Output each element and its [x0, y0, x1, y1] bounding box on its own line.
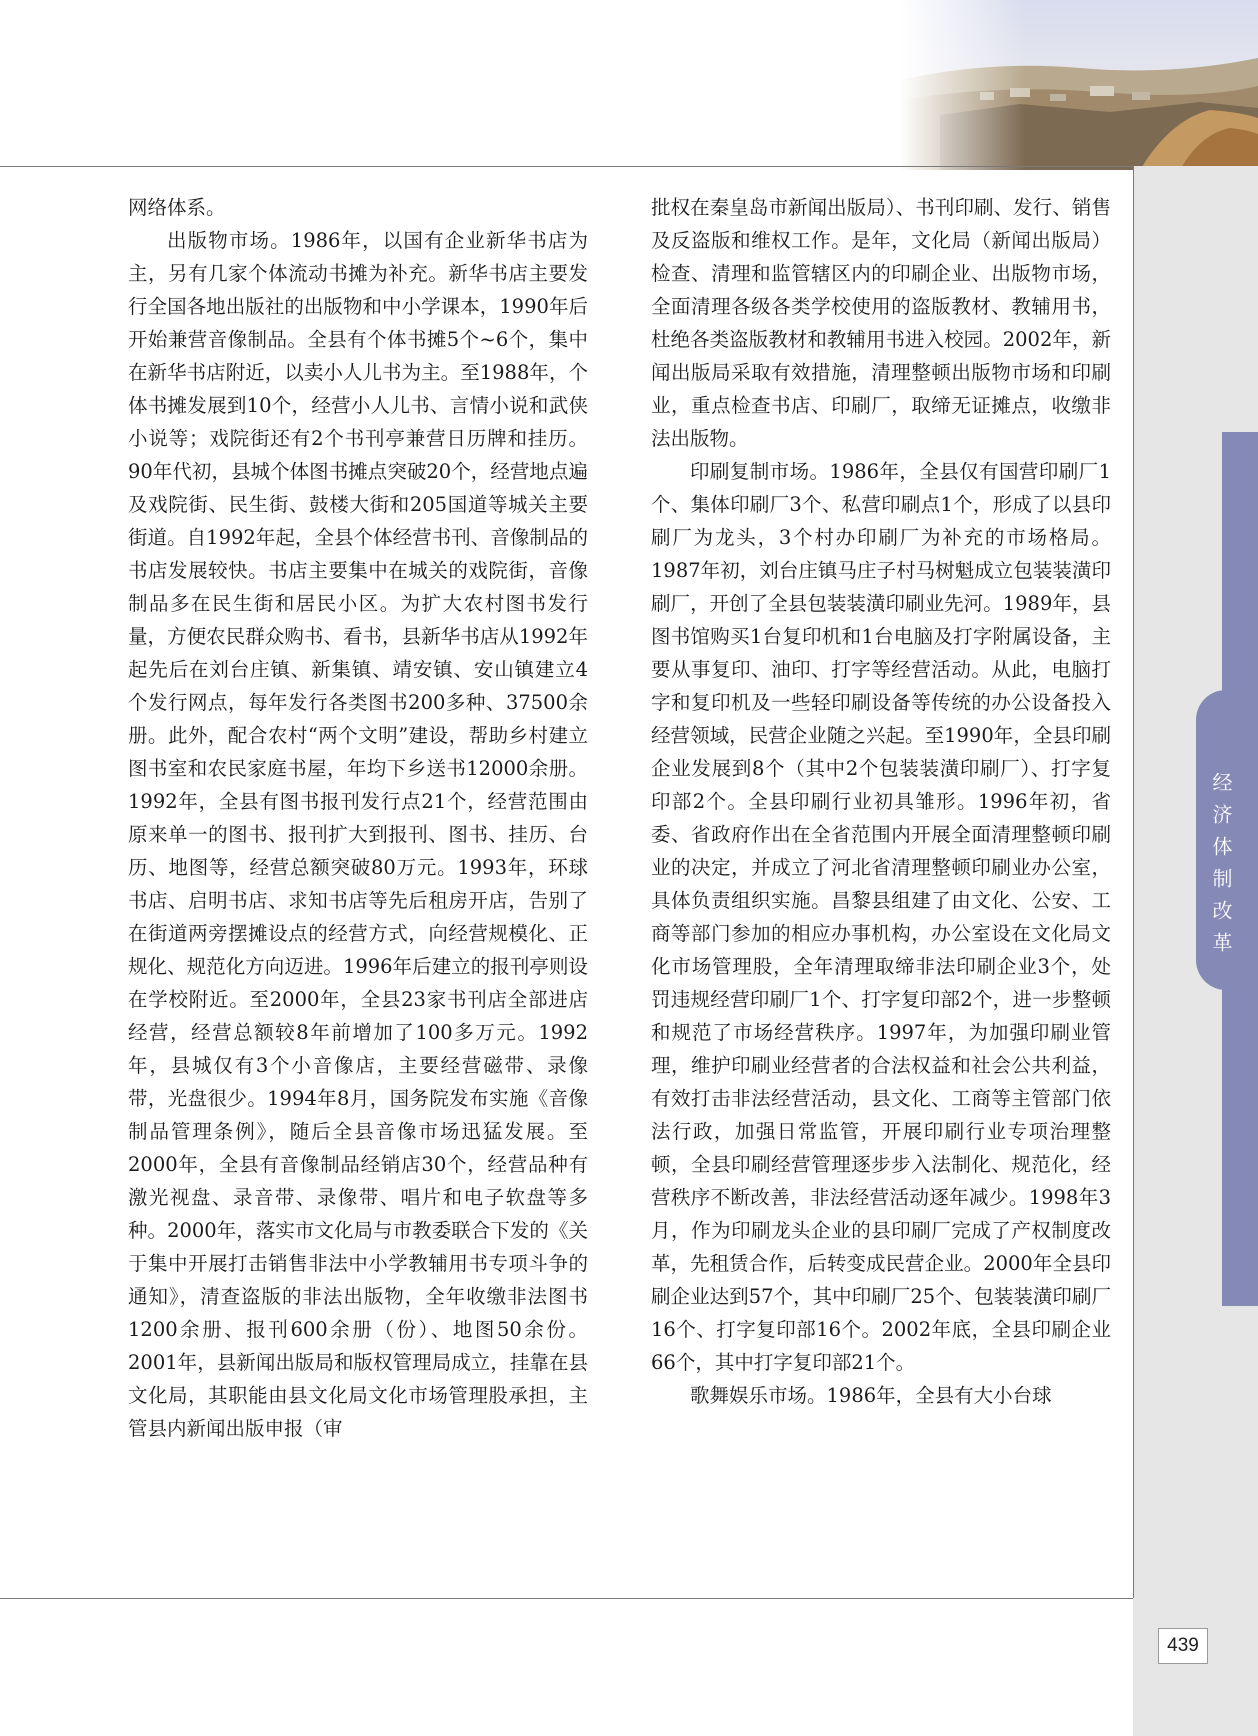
chapter-title: 经济体制改革 [1209, 772, 1233, 964]
text-column-left [128, 191, 588, 1445]
header-landscape-photo [900, 0, 1258, 170]
paragraph: 歌舞娱乐市场。1986年，全县有大小台球 [690, 1384, 1052, 1407]
header-divider [0, 166, 1133, 167]
margin-divider [1133, 166, 1134, 1598]
paragraph: 印刷复制市场。1986年，全县仅有国营印刷厂1个、集体印刷厂3个、私营印刷点1个，形成了以县印刷厂为龙头，3个村办印刷厂为补充的市场格局。1987年初，刘台庄镇马庄子村马树魁成立包装装潢印刷厂，开创了全县包装装潢印刷业先河。1989年，县图书馆购买1台复印机和1台电脑及打字附属设备，主要从事复印、油印、打字等经营活动。从此，电脑打字和复印机及一些轻印刷设备等传统的办公设备投入经营领域，民营企业随之兴起。至1990年，全县印刷企业发展到8个（其中2个包装装潢印刷厂）、打字复印部2个。全县印刷行业初具雏形。1996年初，省委、省政府作出在全省范围内开展全面清理整顿印刷业的决定，并成立了河北省清理整顿印刷业办公室，具体负责组织实施。昌黎县组建了由文化、公安、工商等部门参加的相应办事机构，办公室设在文化局文化市场管理股，全年清理取缔非法印刷企业3个，处罚违规经营印刷厂1个、打字复印部2个，进一步整顿和规范了市场经营秩序。1997年，为加强印刷业管理，维护印刷业经营者的合法权益和社会公共利益，有效打击非法经营活动，县文化、工商等主管部门依法行政，加强日常监管，开展印刷行业专项治理整顿，全县印刷经营管理逐步步入法制化、规范化，经营秩序不断改善，非法经营活动逐年减少。1998年3月，作为印刷龙头企业的县印刷厂完成了产权制度改革，先租赁合作，后转变成民营企业。2000年全县印刷企业达到57个，其中印刷厂25个、包装装潢印刷厂16个、打字复印部16个。2002年底，全县印刷企业66个，其中打字复印部21个。 [651, 460, 1111, 1374]
paragraph: 出版物市场。1986年，以国有企业新华书店为主，另有几家个体流动书摊为补充。新华书店主要发行全国各地出版社的出版物和中小学课本，1990年后开始兼营音像制品。全县有个体书摊5个~6个，集中在新华书店附近，以卖小人儿书为主。至1988年，个体书摊发展到10个，经营小人儿书、言情小说和武侠小说等；戏院街还有2个书刊亭兼营日历牌和挂历。90年代初，县城个体图书摊点突破20个，经营地点遍及戏院街、民生街、鼓楼大街和205国道等城关主要街道。自1992年起，全县个体经营书刊、音像制品的书店发展较快。书店主要集中在城关的戏院街，音像制品多在民生街和居民小区。为扩大农村图书发行量，方便农民群众购书、看书，县新华书店从1992年起先后在刘台庄镇、新集镇、靖安镇、安山镇建立4个发行网点，每年发行各类图书200多种、37500余册。此外，配合农村“两个文明”建设，帮助乡村建立图书室和农民家庭书屋，年均下乡送书12000余册。1992年，全县有图书报刊发行点21个，经营范围由原来单一的图书、报刊扩大到报刊、图书、挂历、台历、地图等，经营总额突破80万元。1993年，环球书店、启明书店、求知书店等先后租房开店，告别了在街道两旁摆摊设点的经营方式，向经营规模化、正规化、规范化方向迈进。1996年后建立的报刊亭则设在学校附近。至2000年，全县23家书刊店全部进店经营，经营总额较8年前增加了100多万元。1992年，县城仅有3个小音像店，主要经营磁带、录像带，光盘很少。1994年8月，国务院发布实施《音像制品管理条例》，随后全县音像市场迅猛发展。至2000年，全县有音像制品经销店30个，经营品种有激光视盘、录音带、录像带、唱片和电子软盘等多种。2000年，落实市文化局与市教委联合下发的《关于集中开展打击销售非法中小学教辅用书专项斗争的通知》，清查盗版的非法出版物，全年收缴非法图书1200余册、报刊600余册（份）、地图50余份。2001年，县新闻出版局和版权管理局成立，挂靠在县文化局，其职能由县文化局文化市场管理股承担，主管县内新闻出版申报（审 [128, 229, 588, 1440]
landscape-illustration [900, 0, 1258, 170]
text-column-right [651, 191, 1111, 1412]
footer-divider [0, 1598, 1133, 1599]
page-number: 439 [1158, 1628, 1208, 1664]
paragraph: 网络体系。 [128, 196, 226, 219]
paragraph: 批权在秦皇岛市新闻出版局）、书刊印刷、发行、销售及反盗版和维权工作。是年，文化局（新闻出版局）检查、清理和监管辖区内的印刷企业、出版物市场，全面清理各级各类学校使用的盗版教材、教辅用书，杜绝各类盗版教材和教辅用书进入校园。2002年，新闻出版局采取有效措施，清理整顿出版物市场和印刷业，重点检查书店、印刷厂，取缔无证摊点，收缴非法出版物。 [651, 196, 1111, 450]
